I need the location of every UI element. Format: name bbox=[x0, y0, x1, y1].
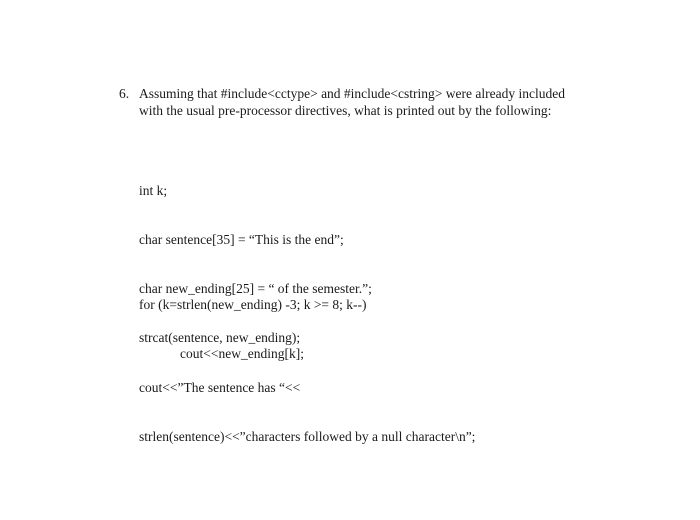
code-line: strcat(sentence, new_ending); bbox=[139, 330, 301, 346]
question-line-1: Assuming that #include<cctype> and #include<cstring> were already included bbox=[139, 86, 565, 101]
question-line-2: with the usual pre-processor directives, what is printed out by the following: bbox=[139, 103, 552, 118]
code-line: char sentence[35] = “This is the end”; bbox=[139, 232, 344, 248]
code-line: strlen(sentence)<<”characters followed by a null character\n”; bbox=[139, 428, 476, 444]
code-block-loop bbox=[139, 264, 367, 395]
code-line: int k; bbox=[139, 182, 168, 198]
code-line: char new_ending[25] = “ of the semester.”; bbox=[139, 281, 372, 297]
question-number: 6. bbox=[119, 86, 130, 101]
code-line-for-loop: for (k=strlen(new_ending) -3; k >= 8; k--) bbox=[139, 296, 367, 312]
question-6 bbox=[119, 85, 589, 119]
code-line-loop-body: cout<<new_ending[k]; bbox=[180, 346, 304, 362]
code-line: cout<<”The sentence has “<< bbox=[139, 379, 301, 395]
